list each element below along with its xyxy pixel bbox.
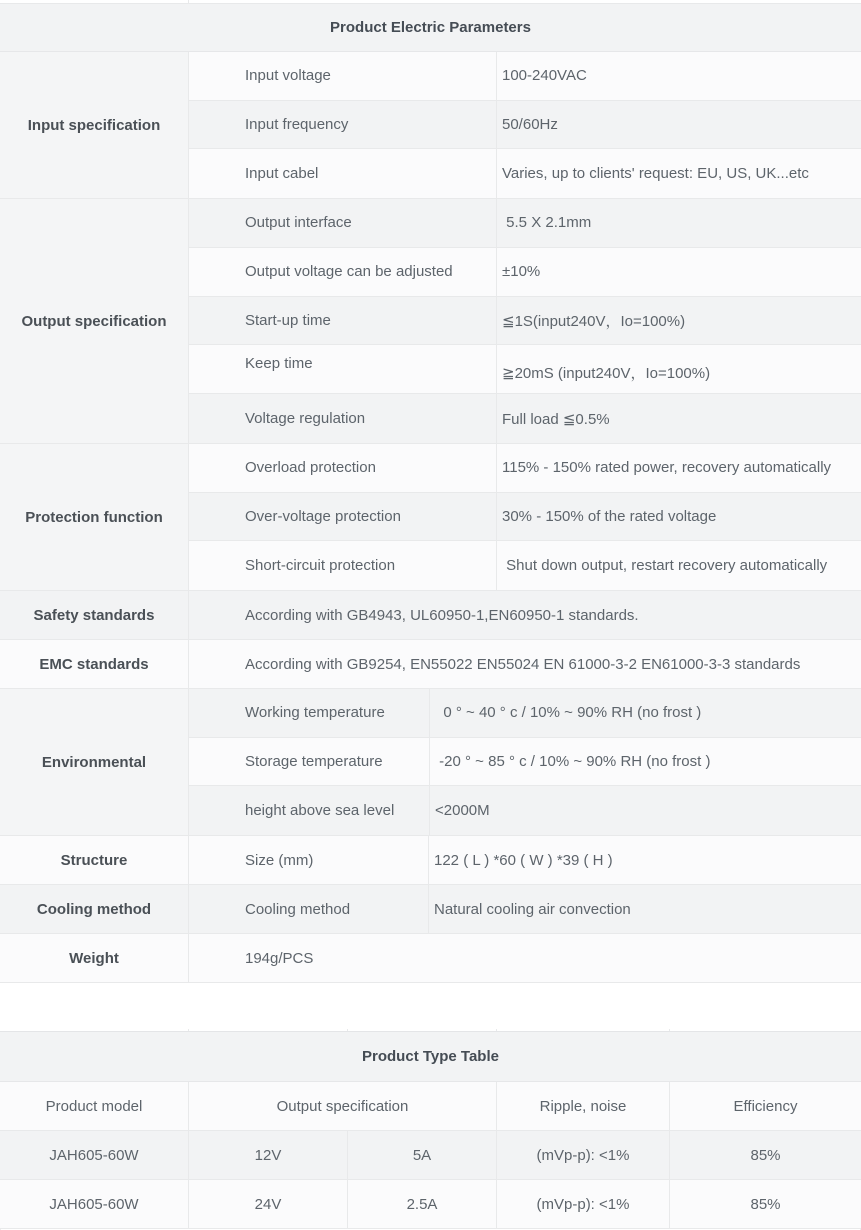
param-value: 115% - 150% rated power, recovery automatically (502, 459, 832, 477)
param-value: Natural cooling air convection (434, 900, 631, 918)
group-emc-standards (0, 640, 861, 689)
group-protection-function (0, 444, 861, 591)
cell-product-model: JAH605-60W (0, 1180, 189, 1228)
param-value: According with GB9254, EN55022 EN55024 EN 61000-3-2 EN61000-3-3 standards (245, 655, 801, 673)
cell-output-voltage: 12V (189, 1131, 348, 1179)
param-value: ±10% (502, 263, 541, 281)
group-label: Structure (0, 836, 189, 884)
param-label: Size (mm) (189, 836, 429, 884)
product-type-table (0, 1029, 861, 1229)
col-header-efficiency: Efficiency (733, 1097, 798, 1115)
param-label: Output voltage can be adjusted (189, 248, 497, 296)
param-label: height above sea level (189, 786, 430, 835)
spec-row (189, 786, 861, 835)
cell-efficiency: 85% (750, 1195, 781, 1213)
spec-row (189, 541, 861, 590)
param-value: 50/60Hz (502, 116, 558, 133)
param-value: ≧20mS (input240V，Io=100%) (502, 364, 711, 382)
col-header-product-model: Product model (0, 1082, 189, 1130)
spec-row (189, 689, 861, 738)
param-label: Short-circuit protection (189, 541, 497, 590)
cell-ripple-noise: (mVp-p): <1% (497, 1131, 670, 1179)
col-header-output-specification: Output specification (189, 1082, 497, 1130)
group-output-specification (0, 199, 861, 444)
param-value: According with GB4943, UL60950-1,EN60950-1 standards. (245, 606, 639, 624)
spec-row (189, 394, 861, 443)
param-label: Output interface (189, 199, 497, 247)
spec-row (189, 493, 861, 542)
param-label: Overload protection (189, 444, 497, 492)
param-value: Varies, up to clients' request: EU, US, UK...etc (502, 165, 809, 183)
spec-row (189, 52, 861, 101)
spec-row (189, 297, 861, 346)
param-value: <2000M (435, 802, 490, 820)
cell-output-voltage: 24V (189, 1180, 348, 1228)
electric-table-title: Product Electric Parameters (330, 19, 531, 36)
group-weight (0, 934, 861, 983)
cell-efficiency: 85% (750, 1146, 781, 1164)
group-label: Environmental (0, 689, 189, 835)
param-label: Cooling method (189, 885, 429, 933)
type-table-header-row (0, 1082, 861, 1131)
type-table-row (0, 1180, 861, 1229)
param-value: -20 ° ~ 85 ° c / 10% ~ 90% RH (no frost ) (435, 753, 711, 770)
param-value: 122 ( L ) *60 ( W ) *39 ( H ) (434, 851, 613, 869)
cell-output-current: 5A (348, 1131, 497, 1179)
group-input-specification (0, 52, 861, 199)
group-label: Safety standards (0, 591, 189, 639)
spec-row (189, 345, 861, 394)
group-environmental (0, 689, 861, 836)
spec-row (189, 149, 861, 198)
param-value: 5.5 X 2.1mm (502, 214, 592, 232)
group-label: EMC standards (0, 640, 189, 688)
param-label: Working temperature (189, 689, 430, 737)
electric-table-title-row (0, 4, 861, 52)
spec-row (189, 444, 861, 493)
group-label: Output specification (0, 199, 189, 443)
param-value: Shut down output, restart recovery automatically (502, 557, 828, 575)
param-label: Start-up time (189, 297, 497, 345)
group-label: Weight (0, 934, 189, 982)
group-label: Input specification (0, 52, 189, 198)
param-value: 194g/PCS (245, 949, 314, 967)
col-header-ripple-noise: Ripple, noise (497, 1082, 670, 1130)
group-label: Protection function (0, 444, 189, 590)
table-gap (0, 983, 861, 1029)
type-table-title-row (0, 1032, 861, 1082)
group-safety-standards (0, 591, 861, 640)
param-label: Voltage regulation (189, 394, 497, 443)
spec-row (189, 248, 861, 297)
cell-ripple-noise: (mVp-p): <1% (497, 1180, 670, 1228)
param-value: 0 ° ~ 40 ° c / 10% ~ 90% RH (no frost ) (435, 704, 702, 722)
param-value: 100-240VAC (502, 67, 587, 85)
type-table-row (0, 1131, 861, 1180)
param-label: Over-voltage protection (189, 493, 497, 541)
param-label: Storage temperature (189, 738, 430, 786)
spec-row (189, 101, 861, 150)
cell-product-model: JAH605-60W (0, 1131, 189, 1179)
spec-row (189, 199, 861, 248)
spec-row (189, 738, 861, 787)
param-value: ≦1S(input240V，Io=100%) (502, 312, 686, 330)
param-value: Full load ≦0.5% (502, 410, 610, 428)
param-label: Input frequency (189, 101, 497, 149)
group-structure (0, 836, 861, 885)
group-label: Cooling method (0, 885, 189, 933)
param-label: Input cabel (189, 149, 497, 198)
param-value: 30% - 150% of the rated voltage (502, 508, 717, 525)
type-table-title: Product Type Table (362, 1048, 499, 1065)
param-label: Input voltage (189, 52, 497, 100)
group-cooling-method (0, 885, 861, 934)
cell-output-current: 2.5A (348, 1180, 497, 1228)
param-label: Keep time (189, 345, 497, 393)
